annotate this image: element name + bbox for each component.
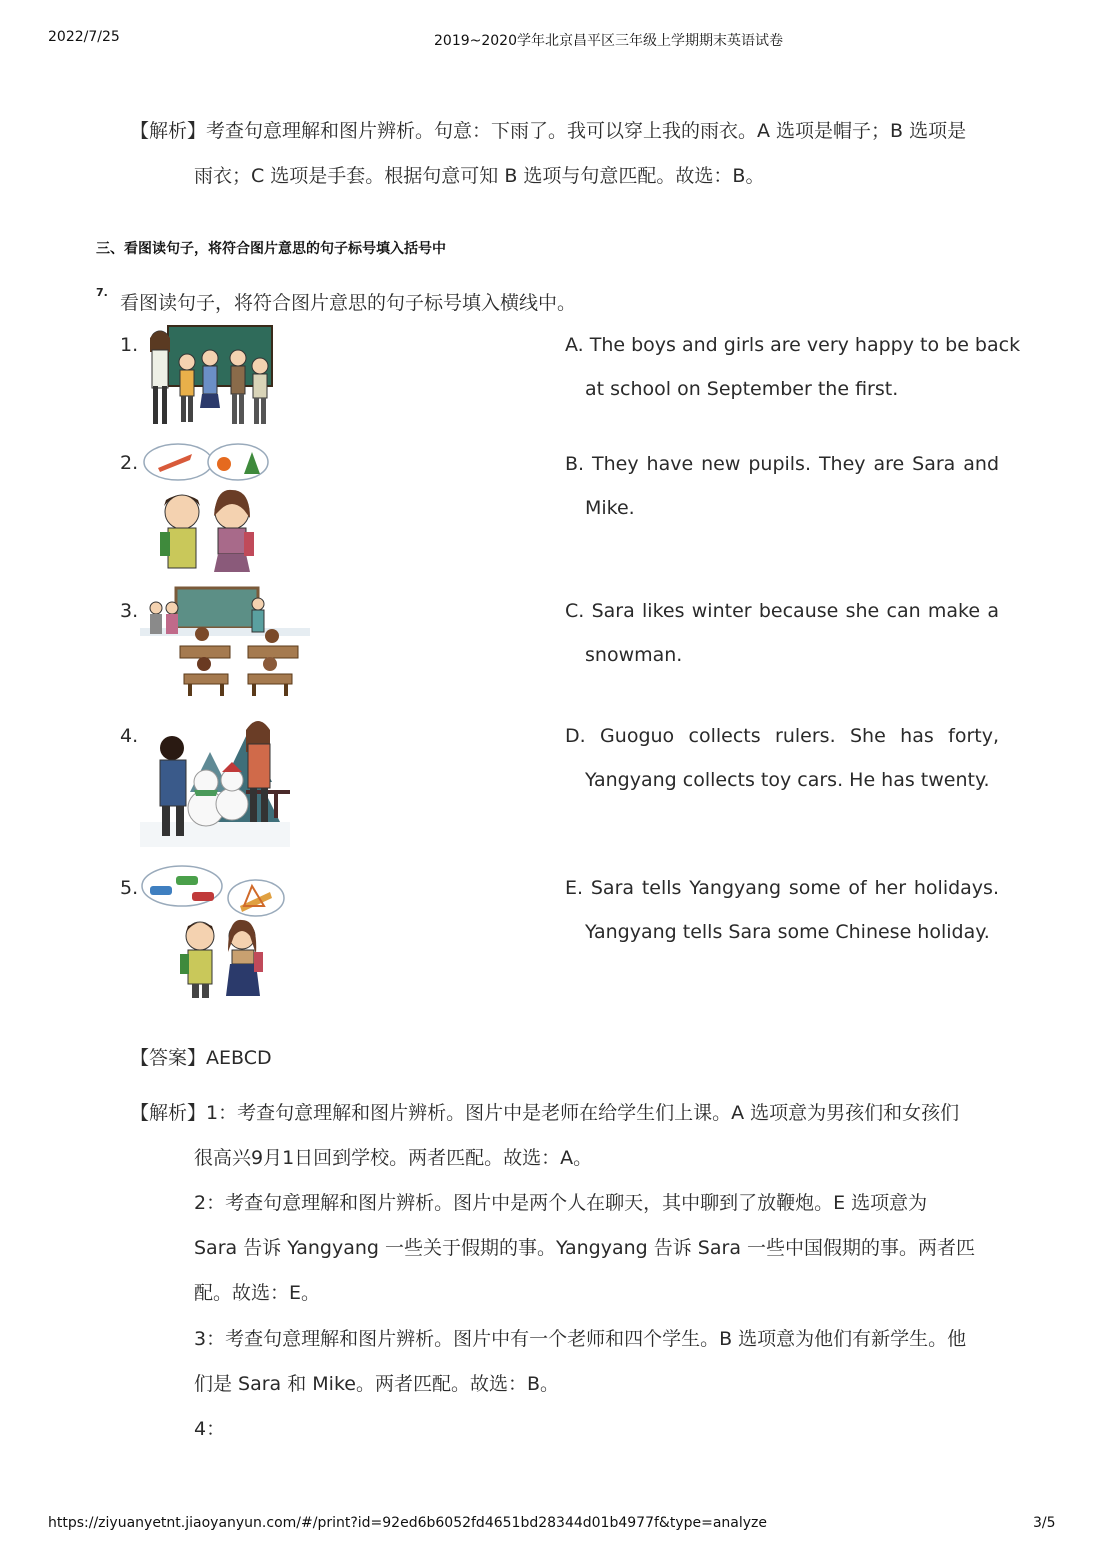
classroom-illustration <box>140 586 310 698</box>
page-number: 3/5 <box>1033 1515 1056 1531</box>
analysis-tag: 【解析】 <box>130 120 207 142</box>
option-a-line2: at school on September the first. <box>585 378 899 400</box>
section-title: 三、看图读句子，将符合图片意思的句子标号填入括号中 <box>96 241 446 257</box>
teacher-with-students-illustration <box>140 322 275 428</box>
analysis-line-4: Sara 告诉 Yangyang 一些关于假期的事。Yangyang 告诉 Sara 一些中国假期的事。两者匹 <box>194 1237 976 1259</box>
analysis-line-6: 3：考查句意理解和图片辨析。图片中有一个老师和四个学生。B 选项意为他们有新学生。他 <box>194 1328 967 1350</box>
picture-label-4: 4. <box>120 725 139 747</box>
option-b <box>565 452 999 519</box>
prev-analysis-line2: 雨衣；C 选项是手套。根据句意可知 B 选项与句意匹配。故选：B。 <box>194 165 765 187</box>
analysis-line-3: 2：考查句意理解和图片辨析。图片中是两个人在聊天，其中聊到了放鞭炮。E 选项意为 <box>194 1192 928 1214</box>
option-d-line1: D. Guoguo collects rulers. She has forty, <box>565 725 999 747</box>
option-b-line2: Mike. <box>585 497 635 519</box>
picture-label-2: 2. <box>120 452 139 474</box>
option-e-line1: E. Sara tells Yangyang some of her holidays. <box>565 877 999 899</box>
print-date: 2022/7/25 <box>48 29 120 45</box>
option-d-line2: Yangyang collects toy cars. He has twenty. <box>585 769 990 791</box>
analysis-line-1 <box>130 1098 959 1125</box>
option-e-line2: Yangyang tells Sara some Chinese holiday. <box>585 921 990 943</box>
analysis-line-5: 配。故选：E。 <box>194 1282 321 1304</box>
analysis-text: 1：考查句意理解和图片辨析。图片中是老师在给学生们上课。A 选项意为男孩们和女孩们 <box>206 1102 960 1124</box>
option-a-line1: A. The boys and girls are very happy to be back <box>565 334 1021 356</box>
boy-girl-thinking-toys-illustration <box>140 862 285 1000</box>
option-c-line2: snowman. <box>585 644 683 666</box>
option-e <box>565 876 999 943</box>
picture-label-1: 1. <box>120 334 139 356</box>
prev-analysis-line1 <box>130 116 966 143</box>
question-number: 7. <box>96 286 108 299</box>
picture-label-5: 5. <box>120 877 139 899</box>
picture-label-3: 3. <box>120 600 139 622</box>
option-c-line1: C. Sara likes winter because she can make a <box>565 600 999 622</box>
analysis-line-2: 很高兴9月1日回到学校。两者匹配。故选：A。 <box>194 1147 593 1169</box>
document-title: 2019~2020学年北京昌平区三年级上学期期末英语试卷 <box>434 33 783 49</box>
option-b-line1: B. They have new pupils. They are Sara and <box>565 453 999 475</box>
answer-value: AEBCD <box>206 1047 272 1069</box>
question-prompt: 看图读句子，将符合图片意思的句子标号填入横线中。 <box>120 292 577 314</box>
analysis-line-7: 们是 Sara 和 Mike。两者匹配。故选：B。 <box>194 1373 559 1395</box>
answer-line <box>130 1043 272 1070</box>
two-children-chatting-illustration <box>140 440 270 575</box>
footer-url: https://ziyuanyetnt.jiaoyanyun.com/#/print?id=92ed6b6052fd4651bd28344d01b4977f&type=analyze <box>48 1515 767 1531</box>
analysis-line-8: 4： <box>194 1418 226 1440</box>
option-c <box>565 599 999 666</box>
snowman-winter-illustration <box>140 712 290 847</box>
prev-analysis-text: 考查句意理解和图片辨析。句意：下雨了。我可以穿上我的雨衣。A 选项是帽子；B 选项是 <box>206 120 967 142</box>
option-d <box>565 724 999 791</box>
analysis-tag: 【解析】 <box>130 1102 207 1124</box>
answer-tag: 【答案】 <box>130 1047 207 1069</box>
option-a <box>565 333 1021 400</box>
